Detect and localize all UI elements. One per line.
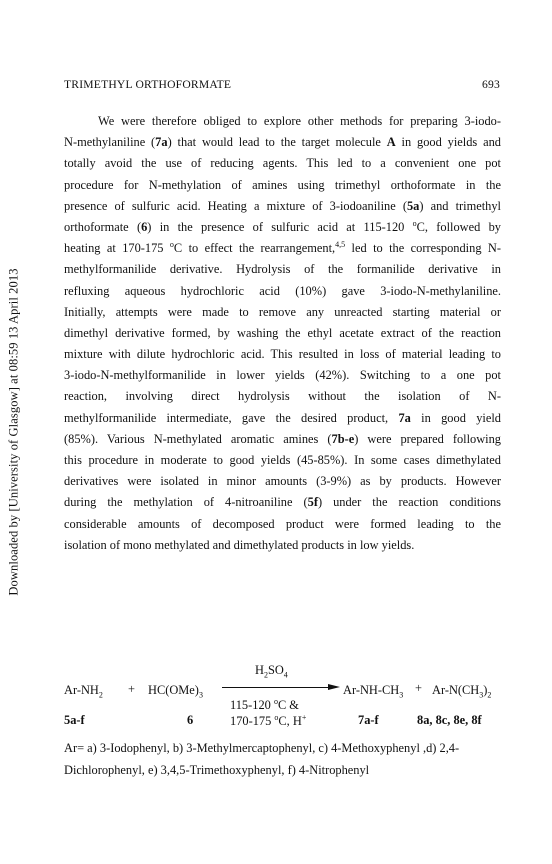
paragraph-line: N-methylaniline (7a) that would lead to the target molecule A in good yields and <box>64 135 501 150</box>
paragraph-line: mixture with dilute hydrochloric acid. This resulted in loss of material leading to <box>64 347 501 362</box>
aryl-legend-line: Dichlorophenyl, e) 3,4,5-Trimethoxyphenyl, f) 4-Nitrophenyl <box>64 763 370 777</box>
aryl-legend-line: Ar= a) 3-Iodophenyl, b) 3-Methylmercaptophenyl, c) 4-Methoxyphenyl ,d) 2,4- <box>64 741 460 755</box>
paragraph-line: this procedure in moderate to good yields (45-85%). In some cases dimethylated <box>64 453 501 467</box>
arrow-shaft <box>222 687 332 688</box>
paragraph-line: procedure for N-methylation of amines using trimethyl orthoformate in the <box>64 177 501 192</box>
reactant-amine: $Ar-NH_2$ <box>64 683 103 700</box>
paragraph-line: We were therefore obliged to explore other methods for preparing 3-iodo- <box>98 114 501 128</box>
product-dimethyl: $Ar-N(CH_3)_2$ <box>432 683 492 700</box>
paragraph-line: 3-iodo-N-methylformanilide in lower yields (42%). Switching to a one pot <box>64 368 501 383</box>
paragraph-line: Initially, attempts were made to remove any unreacted starting material or <box>64 304 501 319</box>
product-monomethyl: $Ar-NH-CH_3$ <box>343 683 404 700</box>
condition-temperature-2: 170-175 $^o$C, H+ <box>230 712 307 728</box>
plus-sign: + <box>415 681 422 695</box>
paragraph-line: during the methylation of 4-nitroaniline (5f) under the reaction conditions <box>64 495 501 510</box>
label-reactant-amine: 5a-f <box>64 713 85 727</box>
arrow-head <box>328 684 340 690</box>
running-title: TRIMETHYL ORTHOFORMATE <box>64 78 232 91</box>
reagent-acid: $H_2SO_4$ <box>255 663 288 680</box>
paragraph-line: heating at 170-175 $^o$C to effect the rearrangement,$^{4,5}$ led to the corresponding N- <box>64 240 501 256</box>
paragraph-line: refluxing aqueous hydrochloric acid (10%) gave 3-iodo-N-methylaniline. <box>64 283 501 298</box>
paragraph-line: methylformanilide derivative. Hydrolysis of the formanilide derivative in <box>64 262 501 277</box>
aryl-legend <box>64 737 501 781</box>
paragraph-line: presence of sulfuric acid. Heating a mixture of 3-iodoaniline (5a) and trimethyl <box>64 198 501 213</box>
paragraph-line: derivatives were isolated in minor amounts (3-9%) as by products. However <box>64 474 501 489</box>
reactant-orthoformate: $HC(OMe)_3$ <box>148 683 203 700</box>
paragraph-line: considerable amounts of decomposed product were formed leading to the <box>64 516 501 531</box>
page-number: 693 <box>482 78 500 91</box>
paragraph-line: totally avoid the use of reducing agents. This led to a convenient one pot <box>64 156 501 171</box>
plus-sign: + <box>128 682 135 696</box>
paragraph-line: reaction, involving direct hydrolysis without the isolation of N- <box>64 389 501 404</box>
paragraph-line: isolation of mono methylated and dimethylated products in low yields. <box>64 537 415 552</box>
label-product-dimethyl: 8a, 8c, 8e, 8f <box>417 713 482 727</box>
paragraph-line: orthoformate (6) in the presence of sulfuric acid at 115-120 $^o$C, followed by <box>64 218 501 234</box>
reaction-arrow <box>222 684 340 692</box>
paragraph-line: dimethyl derivative formed, by washing the ethyl acetate extract of the reaction <box>64 325 501 340</box>
condition-temperature-1: 115-120 $^o$C & <box>230 696 299 712</box>
paragraph-line: methylformanilide intermediate, gave the desired product, 7a in good yield <box>64 410 501 425</box>
label-reactant-orthoformate: 6 <box>187 713 194 727</box>
label-product-monomethyl: 7a-f <box>358 713 379 727</box>
paragraph-line: (85%). Various N-methylated aromatic amines (7b-e) were prepared following <box>64 431 502 446</box>
download-note: Downloaded by [University of Glasgow] at 08:59 13 April 2013 <box>6 268 21 596</box>
